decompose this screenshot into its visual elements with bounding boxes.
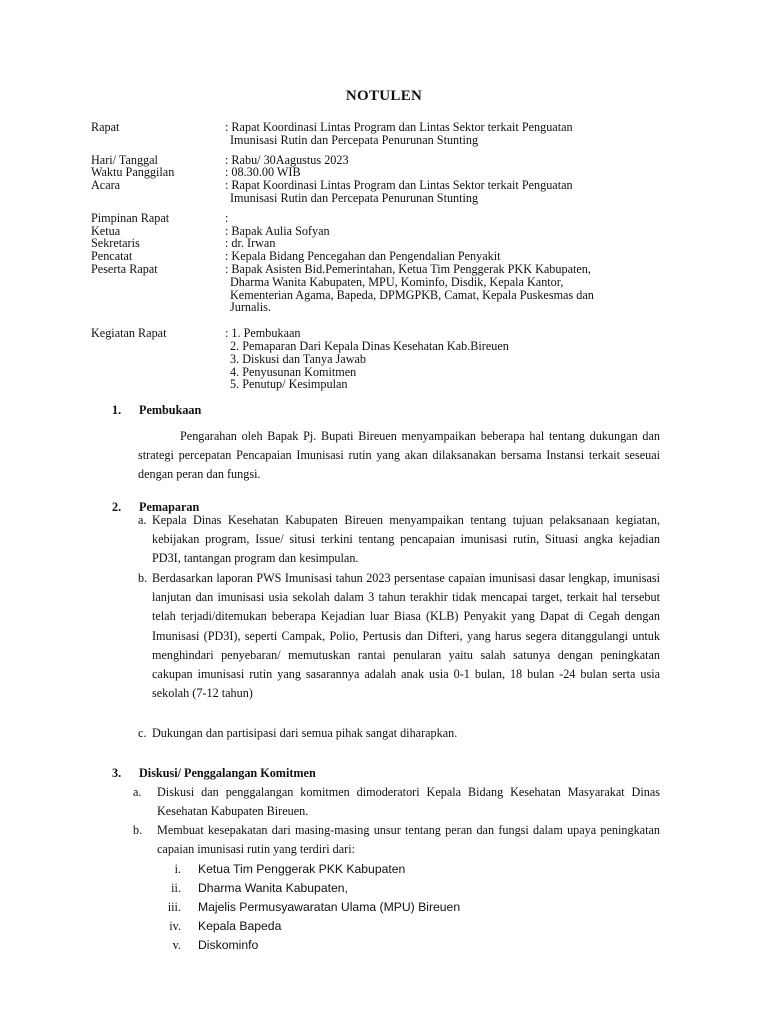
meta-value: Kementerian Agama, Bapeda, DPMGPKB, Camat, Kepala Puskesmas dan xyxy=(230,287,594,302)
list-marker: b. xyxy=(138,571,148,585)
sublist-marker: iv. xyxy=(169,919,181,933)
list-marker: a. xyxy=(138,513,147,527)
section-heading-pembukaan xyxy=(112,403,201,418)
meta-value: Jurnalis. xyxy=(230,300,271,315)
list-item xyxy=(138,569,660,703)
meta-row-rapat xyxy=(91,121,681,147)
list-marker: b. xyxy=(133,823,143,837)
section-number: 2. xyxy=(112,500,122,514)
list-text: Berdasarkan laporan PWS Imunisasi tahun 2023 persentase capaian imunisasi dasar lengkap, imunisasi lanjutan dan imunisasi usia sekolah dalam 3 tahun terakhir tidak mencapai target, terkait hal tersebut telah terjadi/ditemukan beberapa Kejadian luar Biasa (KLB) Penyakit yang Dapat di Cegah dengan Imunisasi (PD3I), seperti Campak, Polio, Pertusis dan Difteri, yang harus segera ditanggulangi untuk menghindari penyebaran/ memutuskan rantai penularan yaitu salah satunya dengan peningkatan cakupan imunisasi rutin yang sasarannya adalah anak usia 0-1 bulan, 18 bulan -24 bulan serta usia sekolah (7-12 tahun) xyxy=(152,571,660,701)
section-title: Pembukaan xyxy=(139,403,202,417)
sublist-item xyxy=(148,862,405,877)
sublist-text: Majelis Permusyawaratan Ulama (MPU) Bireuen xyxy=(198,900,461,914)
list-text: Diskusi dan penggalangan komitmen dimoderatori Kepala Bidang Kesehatan Masyarakat Dinas Kesehatan Kabupaten Bireuen. xyxy=(157,785,660,819)
meta-row-kegiatan xyxy=(91,327,681,391)
agenda-item: 4. Penyusunan Komitmen xyxy=(230,364,357,379)
sublist-text: Kepala Bapeda xyxy=(198,919,282,933)
meta-label: Ketua xyxy=(91,223,121,238)
sublist-item xyxy=(148,938,258,953)
meta-value: : 08.30.00 WIB xyxy=(225,165,301,180)
meta-label: Pimpinan Rapat xyxy=(91,210,170,225)
list-text: Kepala Dinas Kesehatan Kabupaten Bireuen menyampaikan tentang tujuan pelaksanaan kegiatan, kebijakan program, Issue/ situsi terkini tentang pencapaian imunisasi rutin, Situasi angka kejadian PD3I, tantangan program dan kesimpulan. xyxy=(152,513,660,566)
meta-label: Rapat xyxy=(91,120,120,134)
list-text: Dukungan dan partisipasi dari semua pihak sangat diharapkan. xyxy=(152,726,458,740)
section-title: Diskusi/ Penggalangan Komitmen xyxy=(139,766,316,780)
meta-value: : dr. Irwan xyxy=(225,236,276,251)
list-text: Membuat kesepakatan dari masing-masing unsur tentang peran dan fungsi dalam upaya peningkatan capaian imunisasi rutin yang terdiri dari: xyxy=(157,823,660,857)
sublist-marker: i. xyxy=(174,862,181,876)
meta-value: : Rapat Koordinasi Lintas Program dan Lintas Sektor terkait Penguatan xyxy=(225,178,573,193)
meta-label: Peserta Rapat xyxy=(91,261,158,276)
meta-value: : Bapak Asisten Bid.Pemerintahan, Ketua Tim Penggerak PKK Kabupaten, xyxy=(225,261,591,276)
list-item xyxy=(138,724,660,743)
meta-value: : xyxy=(225,210,229,225)
section-paragraph: Pengarahan oleh Bapak Pj. Bupati Bireuen menyampaikan beberapa hal tentang dukungan dan strategi percepatan Pencapaian Imunisasi rutin yang akan dilaksanakan bersama Instansi terkait seseuai dengan peran dan fungsi. xyxy=(138,429,660,482)
section-number: 3. xyxy=(112,766,122,780)
sublist-item xyxy=(148,919,281,934)
sublist-item xyxy=(148,881,348,896)
section-title: Pemaparan xyxy=(139,500,200,514)
list-marker: a. xyxy=(133,785,142,799)
section-number: 1. xyxy=(112,403,122,417)
meta-value: Imunisasi Rutin dan Percepata Penurunan Stunting xyxy=(230,190,479,205)
list-item xyxy=(138,511,660,569)
document-title: NOTULEN xyxy=(345,88,423,104)
meta-row-peserta xyxy=(91,263,681,314)
sublist-marker: v. xyxy=(172,938,181,952)
meta-row-ketua xyxy=(91,225,681,238)
meta-row-hari xyxy=(91,154,681,167)
list-item xyxy=(133,821,660,859)
sublist-text: Dharma Wanita Kabupaten, xyxy=(198,881,348,895)
meta-value: : Rapat Koordinasi Lintas Program dan Lintas Sektor terkait Penguatan xyxy=(225,120,573,134)
meeting-info xyxy=(91,121,681,391)
meta-value: : Bapak Aulia Sofyan xyxy=(225,223,330,238)
meta-label: Pencatat xyxy=(91,249,133,264)
meta-row-pimpinan xyxy=(91,212,681,225)
meta-label: Kegiatan Rapat xyxy=(91,326,167,341)
list-item xyxy=(133,783,660,821)
meta-value: Imunisasi Rutin dan Percepata Penurunan Stunting xyxy=(230,132,479,147)
meta-row-acara xyxy=(91,179,681,205)
meta-value: : Kepala Bidang Pencegahan dan Pengendalian Penyakit xyxy=(225,249,501,264)
sublist-text: Diskominfo xyxy=(198,938,259,952)
sublist-item xyxy=(148,900,460,915)
section-heading-diskusi xyxy=(112,766,316,781)
sublist-text: Ketua Tim Penggerak PKK Kabupaten xyxy=(198,862,406,876)
agenda-item: : 1. Pembukaan xyxy=(225,326,301,341)
meta-label: Acara xyxy=(91,178,121,193)
sublist-marker: iii. xyxy=(167,900,181,914)
agenda-item: 5. Penutup/ Kesimpulan xyxy=(230,377,348,392)
list-marker: c. xyxy=(138,726,147,740)
agenda-item: 3. Diskusi dan Tanya Jawab xyxy=(230,351,367,366)
meta-value: Dharma Wanita Kabupaten, MPU, Kominfo, Disdik, Kepala Kantor, xyxy=(230,274,564,289)
agenda-item: 2. Pemaparan Dari Kepala Dinas Kesehatan Kab.Bireuen xyxy=(230,338,509,353)
sublist-marker: ii. xyxy=(171,881,181,895)
meta-label: Hari/ Tanggal xyxy=(91,152,158,167)
meta-label: Sekretaris xyxy=(91,236,140,251)
meta-label: Waktu Panggilan xyxy=(91,165,175,180)
meta-value: : Rabu/ 30Aagustus 2023 xyxy=(225,152,349,167)
